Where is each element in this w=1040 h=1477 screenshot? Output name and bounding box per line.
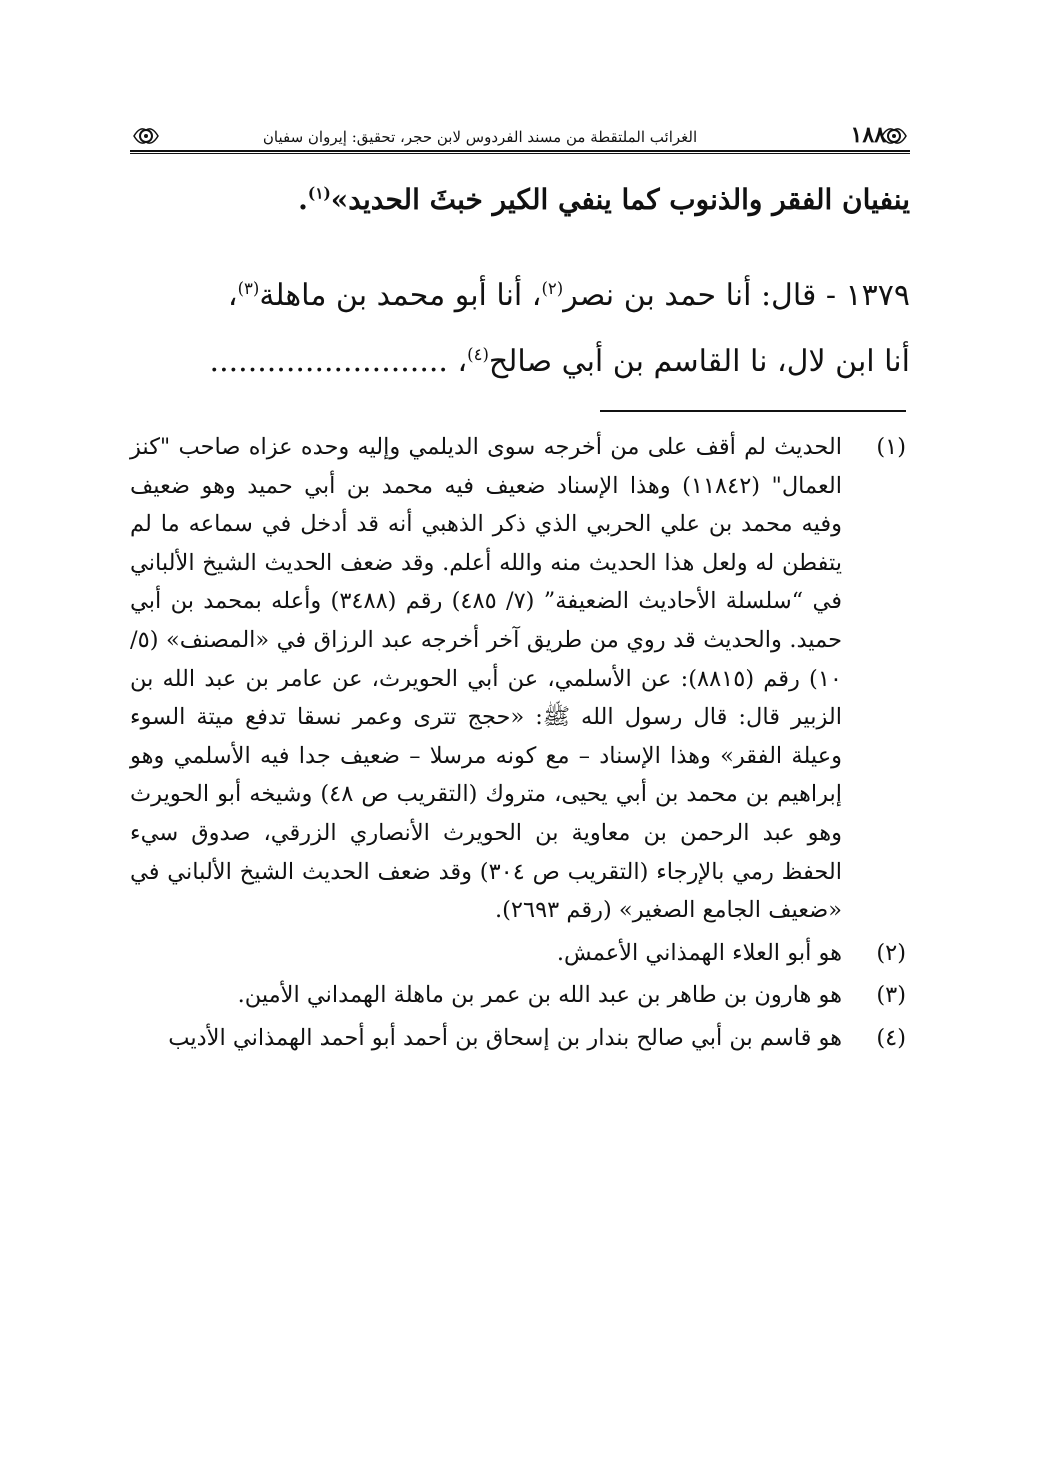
footnote-number: (٣) bbox=[876, 982, 906, 1009]
main-text-line: ينفيان الفقر والذنوب كما ينفي الكير خبثَ الحديد»$^{(١)}$. bbox=[298, 183, 910, 216]
footnote-ref: (٤) bbox=[467, 345, 489, 364]
footnote-text: الحديث لم أقف على من أخرجه سوى الديلمي وإليه وحده عزاه صاحب "كنز العمال" (١١٨٤٢) وهذا الإسناد ضعيف فيه محمد بن أبي حميد وهو ضعيف وفيه محمد بن علي الحربي الذي ذكر الذهبي أنه قد أدخل في سماعه ما لم يتفطن له ولعل هذا الحديث منه والله أعلم. وقد ضعف الحديث الشيخ الألباني في “سلسلة الأحاديث الضعيفة” (٧/ ٤٨٥) رقم (٣٤٨٨) وأعله بمحمد بن أبي حميد. والحديث قد روي من طريق آخر أخرجه عبد الرزاق في «المصنف» (٥/ ١٠) رقم (٨٨١٥): عن الأسلمي، عن أبي الحويرث، عن عامر بن عبد الله بن الزبير قال: قال رسول الله ﷺ: «حجج تترى وعمر نسقا تدفع ميتة السوء وعيلة الفقر» وهذا الإسناد – مع كونه مرسلا – ضعيف جدا فيه الأسلمي وهو إبراهيم بن محمد بن أبي يحيى، متروك (التقريب ص ٤٨) وشيخه أبو الحويرث وهو عبد الرحمن بن معاوية بن الحويرث الأنصاري الزرقي، صدوق سيء الحفظ رمي بالإرجاء (التقريب ص ٣٠٤) وقد ضعف الحديث الشيخ الألباني في «ضعيف الجامع الصغير» (رقم ٢٦٩٣). bbox=[130, 434, 843, 924]
footnote-text: هو قاسم بن أبي صالح بندار بن إسحاق بن أحمد أبو أحمد الهمذاني الأديب bbox=[168, 1024, 842, 1051]
page-number: ١٨٨ bbox=[850, 122, 886, 148]
header-title: الغرائب الملتقطة من مسند الفردوس لابن حجر، تحقيق: إيروان سفيان bbox=[262, 128, 698, 146]
footnote-separator bbox=[600, 410, 906, 412]
floral-ornament-icon bbox=[130, 120, 162, 152]
footnotes bbox=[130, 428, 910, 1062]
footnote bbox=[130, 428, 910, 930]
footnote-text: هو هارون بن طاهر بن عبد الله بن عمر بن ماهلة الهمداني الأمين. bbox=[237, 982, 842, 1009]
footnote-ref: (٢) bbox=[541, 279, 564, 298]
footnote-number: (٤) bbox=[876, 1024, 906, 1051]
running-header bbox=[130, 116, 910, 152]
footnote-ref: (٣) bbox=[237, 279, 260, 298]
hadith-isnad-line: أنا ابن لال، نا القاسم بن أبي صالح$^{(٤)}$، ......................... bbox=[209, 344, 910, 379]
footnote bbox=[130, 976, 910, 1015]
hadith-isnad-line: ١٣٧٩ - قال: أنا حمد بن نصر$^{(٢)}$، أنا أبو محمد بن ماهلة$^{(٣)}$، bbox=[227, 278, 910, 313]
footnote bbox=[130, 934, 910, 973]
header-rule-thin bbox=[130, 153, 910, 154]
footnote-number: (٢) bbox=[876, 939, 906, 966]
header-rule bbox=[130, 150, 910, 152]
footnote-text: هو أبو العلاء الهمذاني الأعمش. bbox=[556, 939, 842, 966]
floral-ornament-icon bbox=[878, 120, 910, 152]
footnote bbox=[130, 1019, 910, 1058]
footnote-ref: (١) bbox=[307, 184, 331, 203]
footnote-number: (١) bbox=[876, 434, 906, 460]
